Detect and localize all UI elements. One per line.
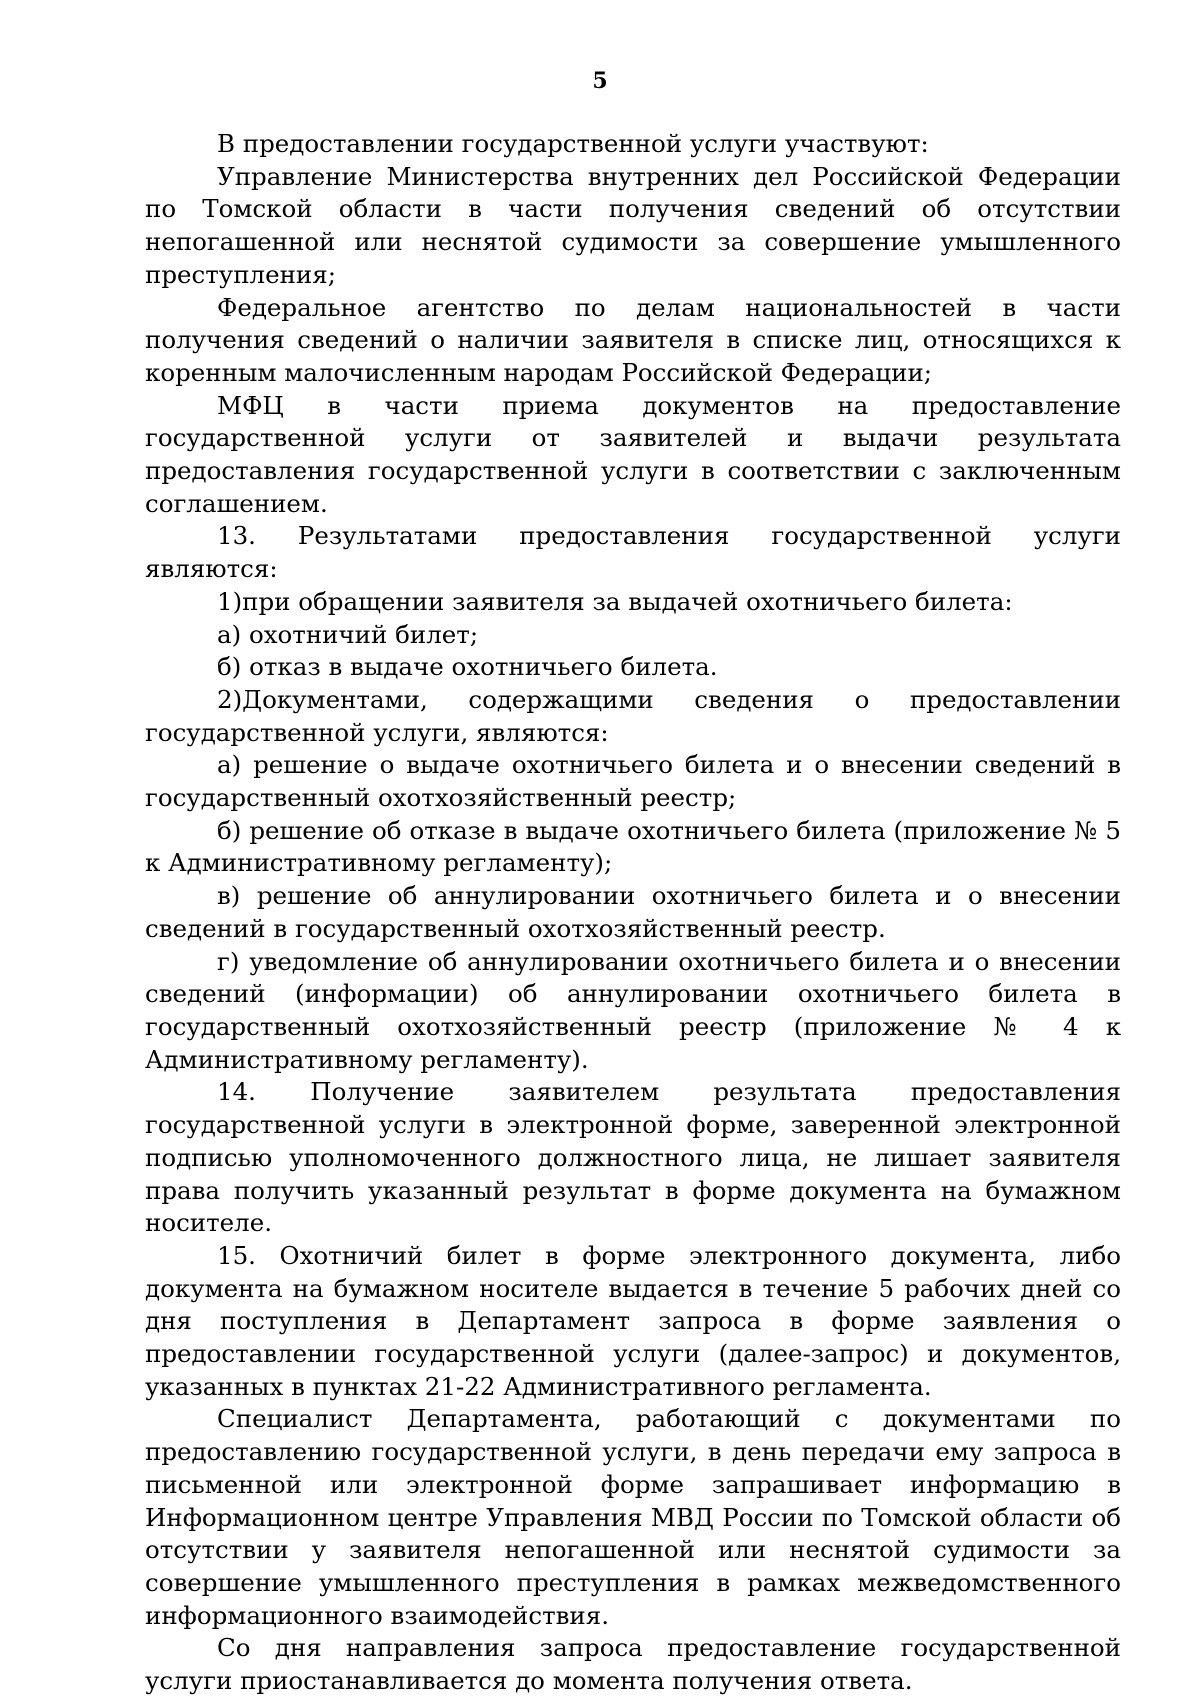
paragraph-item-13-2-g: г) уведомление об аннулировании охотничьего билета и о внесении сведений (информации) об аннулировании охотничьего билета в государственный охотхозяйственный реестр (приложение № 4 к Административному регламенту). [145,946,1121,1074]
paragraph-item-14: 14. Получение заявителем результата предоставления государственной услуги в электронной форме, заверенной электронной подписью уполномоченного должностного лица, не лишает заявителя права получить указанный результат в форме документа на бумажном носителе. [145,1077,1121,1238]
paragraph-mfc-participant: МФЦ в части приема документов на предоставление государственной услуги от заявителей и выдачи результата предоставления государственной услуги в соответствии с заключенным соглашением. [145,390,1121,518]
paragraph-item-13-2-v: в) решение об аннулировании охотничьего билета и о внесении сведений в государственный охотхозяйственный реестр. [145,881,1121,943]
paragraph-item-13-2: 2)Документами, содержащими сведения о предоставлении государственной услуги, являются: [145,684,1121,747]
paragraph-suspension: Со дня направления запроса предоставление государственной услуги приостанавливается до момента получения ответа. [145,1633,1121,1696]
paragraph-item-13-1-b: б) отказ в выдаче охотничьего билета. [217,652,718,682]
paragraph-item-13-2-b: б) решение об отказе в выдаче охотничьего билета (приложение № 5 к Административному регламенту); [145,815,1121,878]
paragraph-item-13: 13. Результатами предоставления государственной услуги являются: [145,521,1121,584]
paragraph-mvd-participant: Управление Министерства внутренних дел Российской Федерации по Томской области в части получения сведений об отсутствии непогашенной или неснятой судимости за совершение умышленного преступления; [145,161,1121,289]
page-number: 5 [592,68,608,94]
paragraph-fadn-participant: Федеральное агентство по делам национальностей в части получения сведений о наличии заявителя в списке лиц, относящихся к коренным малочисленным народам Российской Федерации; [145,292,1121,387]
paragraph-item-13-1-a: а) охотничий билет; [217,619,479,649]
paragraph-item-13-2-a: а) решение о выдаче охотничьего билета и о внесении сведений в государственный охотхозяйственный реестр; [145,750,1121,813]
paragraph-participants-intro: В предоставлении государственной услуги участвуют: [217,129,929,158]
paragraph-item-13-1: 1)при обращении заявителя за выдачей охотничьего билета: [217,586,1013,616]
paragraph-specialist: Специалист Департамента, работающий с документами по предоставлению государственной услуги, в день передачи ему запроса в письменной или электронной форме запрашивает информацию в Информационном центре Управления МВД России по Томской области об отсутствии у заявителя непогашенной или неснятой судимости за совершение умышленного преступления в рамках межведомственного информационного взаимодействия. [145,1404,1121,1630]
paragraph-item-15: 15. Охотничий билет в форме электронного документа, либо документа на бумажном носителе выдается в течение 5 рабочих дней со дня поступления в Департамент запроса в форме заявления о предоставлении государственной услуги (далее-запрос) и документов, указанных в пунктах 21-22 Административного регламента. [145,1240,1121,1401]
document-body [145,128,1121,1698]
